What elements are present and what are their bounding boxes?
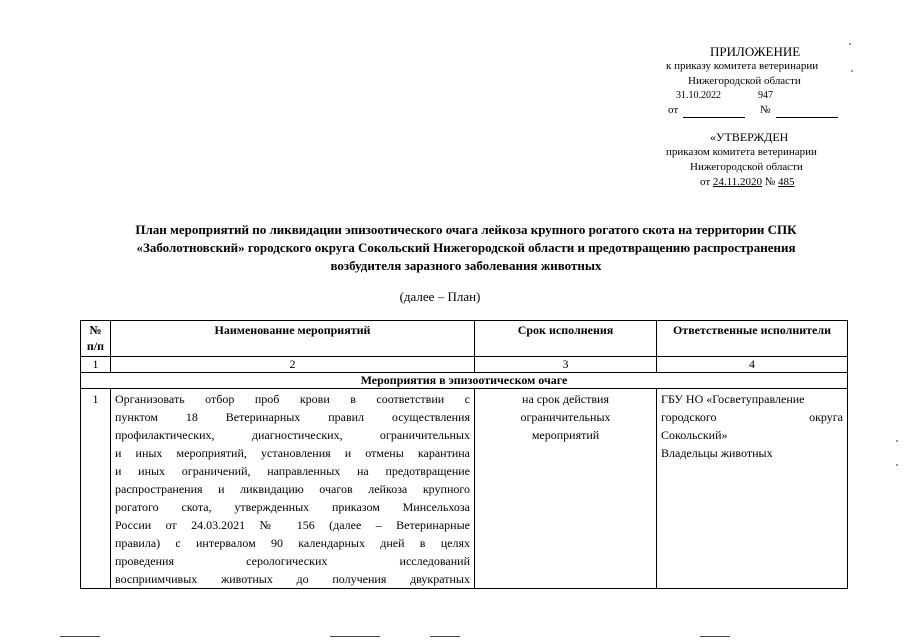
scan-artifact <box>896 464 898 466</box>
annex-number: 947 <box>758 90 773 101</box>
table-row <box>81 389 848 589</box>
approved-number: 485 <box>778 176 795 188</box>
row-num: 1 <box>81 389 111 589</box>
annex-number-underline <box>776 117 838 118</box>
row-name-line: правила) с интервалом 90 календарных дней в целях <box>115 536 470 550</box>
row-deadline-line: ограничительных <box>520 410 611 424</box>
row-name-line: России от 24.03.2021 № 156 (далее – Ветеринарные <box>115 518 470 532</box>
scan-artifact <box>330 636 380 637</box>
header-num: № п/п <box>81 321 111 357</box>
scan-artifact <box>700 636 730 637</box>
row-name-line: восприимчивых животных до получения двукратных <box>115 572 470 586</box>
row-name-line: распространения и ликвидацию очагов лейкоза крупного <box>115 482 470 496</box>
section-title: Мероприятия в эпизоотическом очаге <box>81 373 848 389</box>
table-section-row <box>81 373 848 389</box>
annex-number-label: № <box>760 104 771 116</box>
row-name-line: и иных ограничений, направленных на предотвращение <box>115 464 470 478</box>
scan-artifact <box>851 70 853 72</box>
row-name-line: рогатого скота, утвержденных приказом Минсельхоза <box>115 500 470 514</box>
approved-title: «УТВЕРЖДЕН <box>710 130 789 144</box>
row-name-line: Организовать отбор проб крови в соответствии с <box>115 392 470 406</box>
plan-note: (далее – План) <box>399 289 481 304</box>
plan-title <box>110 221 822 275</box>
approved-line-1: приказом комитета ветеринарии <box>666 146 817 158</box>
row-name-line: профилактических, диагностических, ограничительных <box>115 428 470 442</box>
annex-from-label: от <box>668 104 679 116</box>
header-name: Наименование мероприятий <box>111 321 475 357</box>
header-deadline: Срок исполнения <box>475 321 657 357</box>
row-responsible-line: городского округа <box>661 410 843 424</box>
annex-line-2: Нижегородской области <box>688 75 801 87</box>
scan-artifact <box>430 636 460 637</box>
row-name-line: и иных мероприятий, установления и отмены карантина <box>115 446 470 460</box>
row-name-line: проведения серологических исследований <box>115 554 470 568</box>
row-responsible-line: ГБУ НО «Госветуправление <box>661 392 805 406</box>
row-deadline <box>475 389 657 589</box>
plan-table <box>80 320 848 589</box>
row-deadline-line: на срок действия <box>522 392 609 406</box>
colnum-4: 4 <box>657 357 848 373</box>
plan-title-line-2: «Заболотновский» городского округа Сокольский Нижегородской области и предотвращению распространения <box>136 240 796 255</box>
colnum-1: 1 <box>81 357 111 373</box>
row-responsible <box>657 389 848 589</box>
approved-from-label: от <box>700 176 711 188</box>
header-responsible: Ответственные исполнители <box>657 321 848 357</box>
approved-line-2: Нижегородской области <box>690 161 803 173</box>
plan-title-line-1: План мероприятий по ликвидации эпизоотического очага лейкоза крупного рогатого скота на территории СПК <box>135 222 797 237</box>
approved-date: 24.11.2020 <box>712 176 763 188</box>
row-deadline-line: мероприятий <box>531 428 600 442</box>
scan-artifact <box>896 440 898 442</box>
approved-date-line <box>700 176 795 188</box>
row-name-line: пунктом 18 Ветеринарных правил осуществления <box>115 410 470 424</box>
row-responsible-line: Владельцы животных <box>661 446 773 460</box>
scan-artifact <box>60 636 100 637</box>
colnum-2: 2 <box>111 357 475 373</box>
table-colnum-row <box>81 357 848 373</box>
annex-date: 31.10.2022 <box>676 90 721 101</box>
colnum-3: 3 <box>475 357 657 373</box>
table-header-row <box>81 321 848 357</box>
annex-date-underline <box>683 117 745 118</box>
annex-title: ПРИЛОЖЕНИЕ <box>710 44 801 59</box>
plan-title-line-3: возбудителя заразного заболевания животных <box>330 258 602 273</box>
row-responsible-line: Сокольский» <box>661 428 728 442</box>
row-name <box>111 389 475 589</box>
annex-line-1: к приказу комитета ветеринарии <box>666 60 819 72</box>
scan-artifact <box>849 43 851 45</box>
approved-number-label: № <box>764 176 776 188</box>
